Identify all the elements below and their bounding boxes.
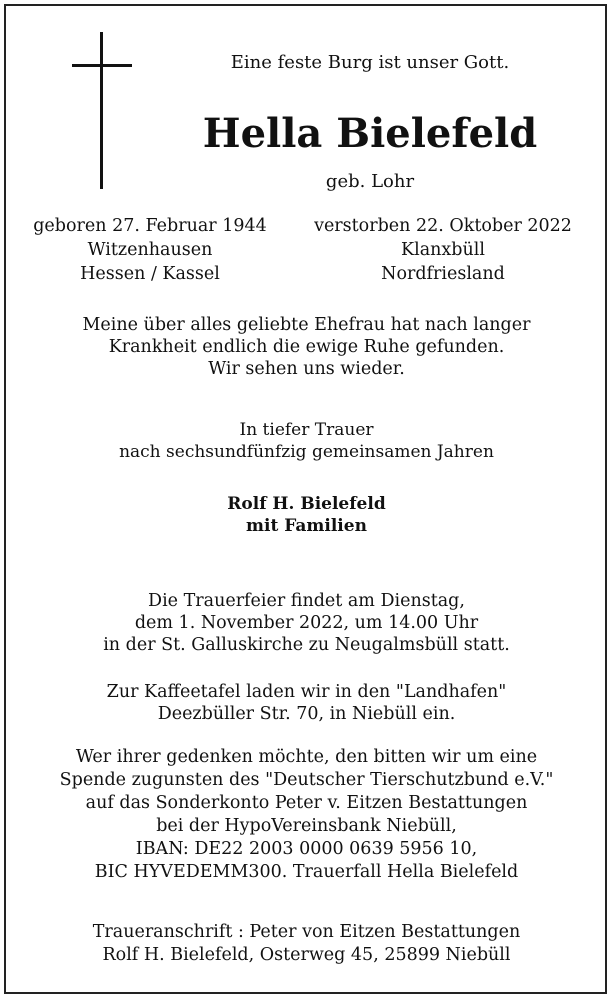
message-line: Meine über alles geliebte Ehefrau hat nach langer	[82, 315, 531, 335]
donation-request	[0, 746, 613, 884]
farewell-message	[0, 314, 613, 380]
birth-region: Hessen / Kassel	[80, 264, 220, 284]
birth-date: geboren 27. Februar 1944	[33, 216, 267, 236]
donation-line: IBAN: DE22 2003 0000 0639 5956 10,	[135, 839, 478, 859]
message-line: Krankheit endlich die ewige Ruhe gefunden.	[108, 337, 505, 357]
address-line: Rolf H. Bielefeld, Osterweg 45, 25899 Niebüll	[102, 945, 511, 965]
donation-line: Spende zugunsten des "Deutscher Tierschutzbund e.V."	[59, 770, 554, 790]
donation-line: BIC HYVEDEMM300. Trauerfall Hella Bielefeld	[94, 862, 519, 882]
mourner-line: mit Familien	[246, 516, 367, 536]
donation-line: auf das Sonderkonto Peter v. Eitzen Bestattungen	[85, 793, 528, 813]
birth-details	[0, 214, 300, 286]
address-line: Traueranschrift : Peter von Eitzen Bestattungen	[92, 922, 521, 942]
message-line: Wir sehen uns wieder.	[208, 359, 405, 379]
death-place: Klanxbüll	[401, 240, 485, 260]
death-date: verstorben 22. Oktober 2022	[314, 216, 572, 236]
death-region: Nordfriesland	[381, 264, 505, 284]
funeral-service	[0, 590, 613, 656]
mourner-line: Rolf H. Bielefeld	[227, 494, 386, 514]
coffee-line: Deezbüller Str. 70, in Niebüll ein.	[157, 704, 456, 724]
mourning-statement	[0, 419, 613, 463]
mourners	[0, 493, 613, 537]
mourning-line: nach sechsundfünfzig gemeinsamen Jahren	[119, 442, 494, 462]
mourning-line: In tiefer Trauer	[239, 420, 374, 440]
death-details	[293, 214, 593, 286]
coffee-invitation	[0, 681, 613, 725]
motto: Eine feste Burg ist unser Gott.	[230, 52, 510, 73]
service-line: dem 1. November 2022, um 14.00 Uhr	[134, 613, 479, 633]
maiden-name: geb. Lohr	[325, 171, 415, 192]
service-line: in der St. Galluskirche zu Neugalmsbüll statt.	[103, 635, 510, 655]
deceased-name: Hella Bielefeld	[202, 110, 538, 157]
donation-line: Wer ihrer gedenken möchte, den bitten wir um eine	[75, 747, 538, 767]
birth-place: Witzenhausen	[87, 240, 213, 260]
donation-line: bei der HypoVereinsbank Niebüll,	[156, 816, 457, 836]
coffee-line: Zur Kaffeetafel laden wir in den "Landhafen"	[106, 682, 507, 702]
service-line: Die Trauerfeier findet am Dienstag,	[148, 591, 465, 611]
condolence-address	[0, 921, 613, 967]
